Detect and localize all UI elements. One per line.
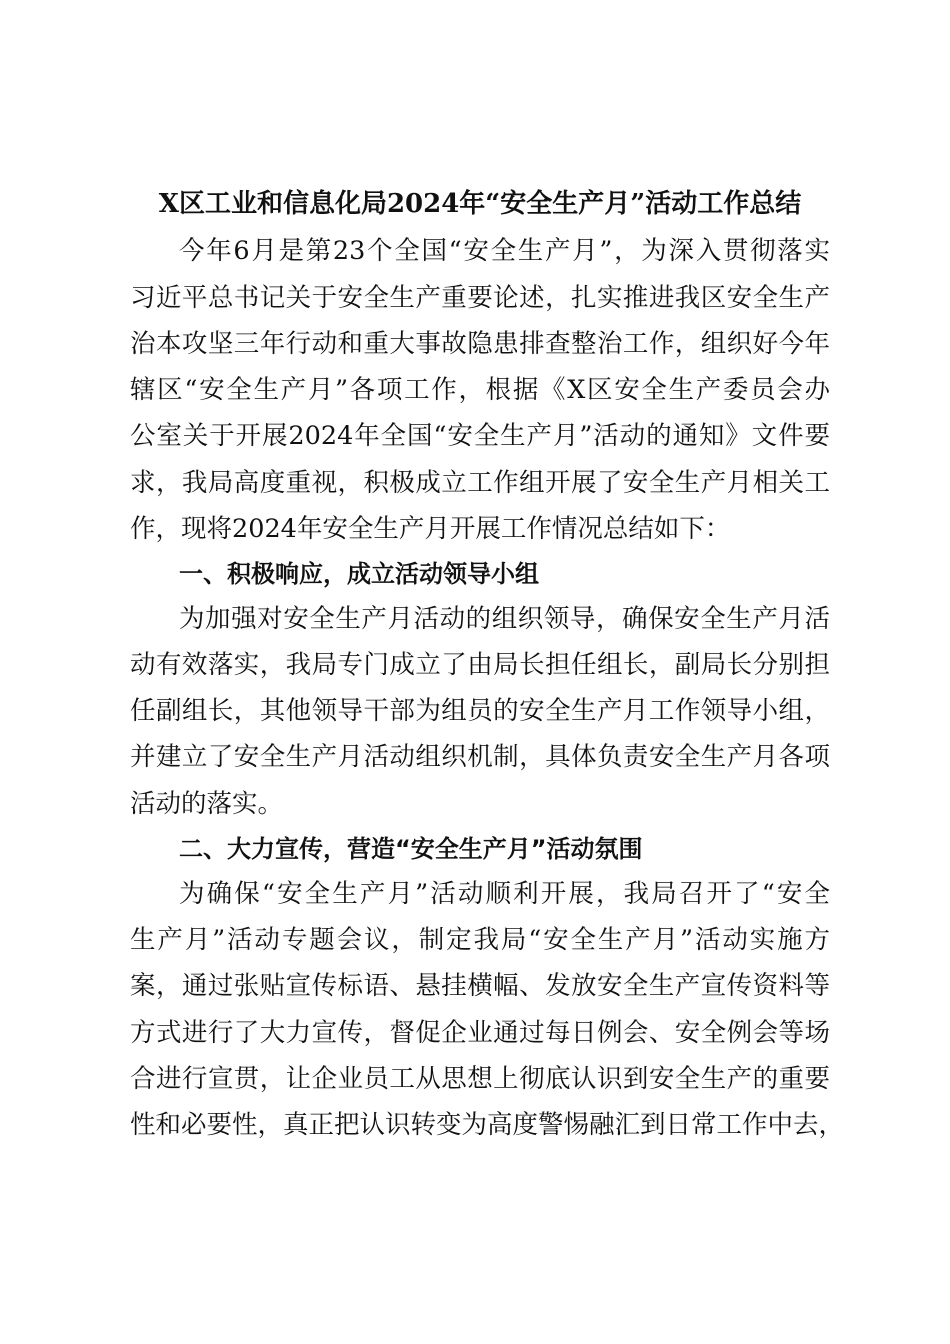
section1-line: 动有效落实，我局专门成立了由局长担任组长，副局长分别担: [130, 650, 830, 680]
section2-line: 性和必要性，真正把认识转变为高度警惕融汇到日常工作中去，: [130, 1110, 845, 1140]
intro-line: 治本攻坚三年行动和重大事故隐患排查整治工作，组织好今年: [130, 329, 830, 359]
section2-line: 生产月”活动专题会议，制定我局“安全生产月”活动实施方: [130, 925, 830, 955]
intro-line: 作，现将2024年安全生产月开展工作情况总结如下：: [130, 514, 731, 544]
intro-line: 公室关于开展2024年全国“安全生产月”活动的通知》文件要: [130, 421, 830, 451]
document-title: X区工业和信息化局2024年“安全生产月”活动工作总结: [158, 189, 802, 219]
section-heading-1: 一、积极响应，成立活动领导小组: [179, 560, 539, 588]
intro-line: 习近平总书记关于安全生产重要论述，扎实推进我区安全生产: [130, 283, 830, 313]
section2-line: 合进行宣贯，让企业员工从思想上彻底认识到安全生产的重要: [130, 1064, 830, 1094]
section2-line: 为确保“安全生产月”活动顺利开展，我局召开了“安全: [179, 879, 830, 909]
section2-line: 方式进行了大力宣传，督促企业通过每日例会、安全例会等场: [130, 1018, 830, 1048]
section1-line: 为加强对安全生产月活动的组织领导，确保安全生产月活: [179, 604, 830, 634]
section1-line: 任副组长，其他领导干部为组员的安全生产月工作领导小组，: [130, 696, 830, 726]
section2-line: 案，通过张贴宣传标语、悬挂横幅、发放安全生产宣传资料等: [130, 971, 830, 1001]
intro-line: 今年6月是第23个全国“安全生产月”，为深入贯彻落实: [179, 236, 830, 266]
intro-line: 求，我局高度重视，积极成立工作组开展了安全生产月相关工: [130, 468, 830, 498]
section1-line: 并建立了安全生产月活动组织机制，具体负责安全生产月各项: [130, 742, 830, 772]
intro-line: 辖区“安全生产月”各项工作，根据《X区安全生产委员会办: [130, 375, 830, 405]
section-heading-2: 二、大力宣传，营造“安全生产月”活动氛围: [179, 835, 643, 863]
section1-line: 活动的落实。: [130, 789, 284, 819]
